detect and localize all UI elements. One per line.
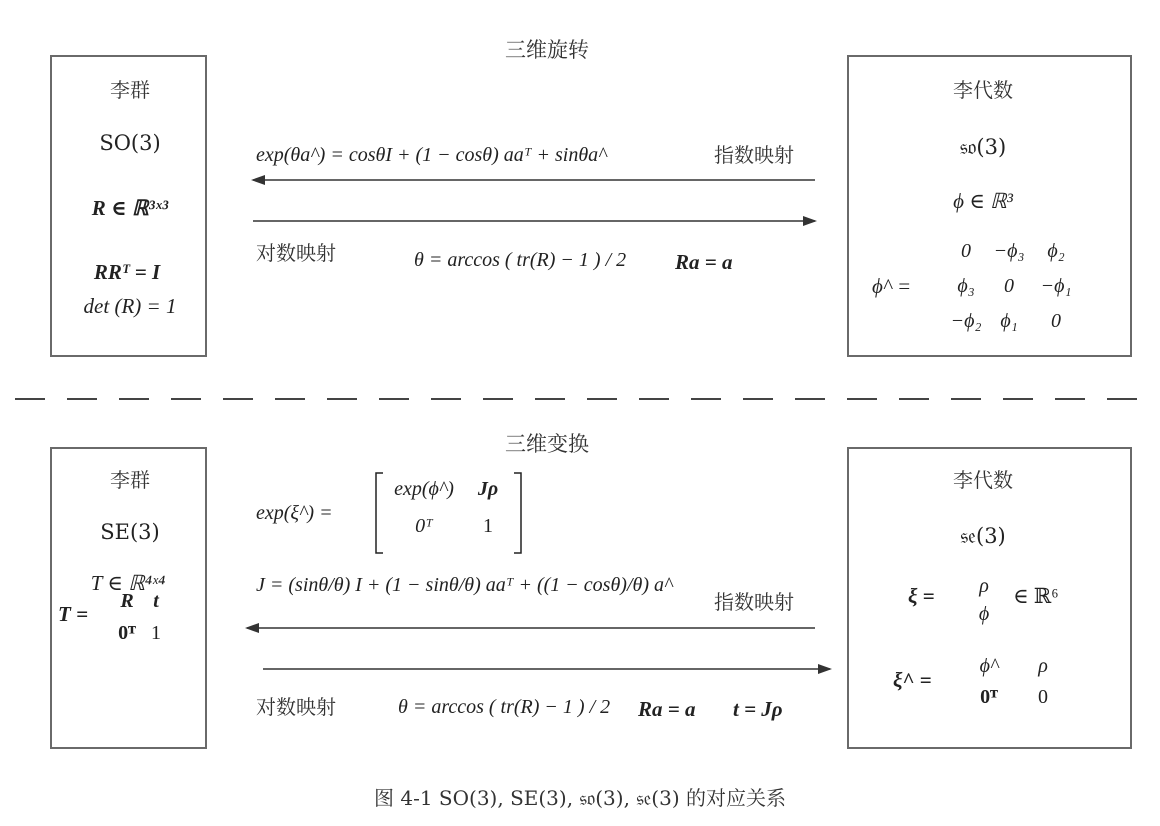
matrix-cell: 0ᵀ <box>118 622 136 644</box>
se3-name: SE(3) <box>100 520 160 544</box>
matrix-cell: 0ᵀ <box>415 515 433 537</box>
se3-jacobian: J = (sinθ/θ) I + (1 − sinθ/θ) aaᵀ + ((1 − cosθ)/θ) a^ <box>256 574 673 596</box>
matrix-cell: 0 <box>961 240 971 262</box>
matrix-cell: ϕ₁ <box>1000 310 1018 332</box>
transform-log-label: 对数映射 <box>256 695 336 719</box>
se3-matrix-lhs: T = <box>58 602 89 626</box>
rotation-axis-formula: Ra = a <box>675 250 733 274</box>
so3-orthogonality: RRᵀ = I <box>93 260 161 284</box>
matrix-cell: R <box>120 590 134 612</box>
matrix-cell: −ϕ₂ <box>950 310 982 332</box>
transform-log-formula: θ = arccos ( tr(R) − 1 ) / 2 <box>398 696 611 718</box>
rotation-exp-formula: exp(θa^) = cosθI + (1 − cosθ) aaᵀ + sinθa^ <box>256 144 607 166</box>
matrix-cell: 1 <box>483 515 493 537</box>
rotation-log-formula: θ = arccos ( tr(R) − 1 ) / 2 <box>414 249 627 271</box>
vector-cell: ϕ <box>978 603 990 625</box>
se3-matrix <box>112 590 170 645</box>
se3-membership: T ∈ ℝ⁴ˣ⁴ <box>90 571 166 595</box>
so3-membership: R ∈ ℝ³ˣ³ <box>91 196 169 220</box>
matrix-cell: ρ <box>1038 655 1048 677</box>
transform-translation-formula: t = Jρ <box>733 697 783 721</box>
se3-exp-matrix <box>385 478 513 538</box>
figure-caption: 图 4-1 SO(3), SE(3), 𝔰𝔬(3), 𝔰𝔢(3) 的对应关系 <box>374 786 786 810</box>
matrix-cell: 0ᵀ <box>980 686 998 708</box>
so3-determinant: det (R) = 1 <box>83 294 177 318</box>
lie-group-label: 李群 <box>110 78 150 102</box>
matrix-cell: ϕ^ <box>979 655 999 677</box>
lie-group-label: 李群 <box>110 468 150 492</box>
rotation-exp-label: 指数映射 <box>714 143 794 167</box>
lie-algebra-label: 李代数 <box>953 78 1013 102</box>
transform-exp-label: 指数映射 <box>714 590 794 614</box>
se3-hat-matrix <box>962 655 1070 709</box>
so3-name: SO(3) <box>99 131 161 155</box>
transform-title: 三维变换 <box>505 432 589 456</box>
so3-hat-lhs: ϕ^ = <box>872 274 912 298</box>
se3-membership-lhs: ξ = <box>908 584 935 608</box>
so3-hat-matrix <box>948 240 1078 333</box>
matrix-cell: −ϕ₃ <box>993 240 1025 262</box>
se3-algebra-name: 𝔰𝔢(3) <box>960 524 1006 548</box>
se3-hat-lhs: ξ^ = <box>893 668 932 692</box>
matrix-cell: t <box>153 590 159 612</box>
se3-membership-rhs: ∈ ℝ⁶ <box>1013 584 1059 608</box>
matrix-cell: Jρ <box>477 478 499 500</box>
matrix-cell: 0 <box>1038 686 1048 708</box>
rotation-log-label: 对数映射 <box>256 241 336 265</box>
rotation-title: 三维旋转 <box>505 38 589 62</box>
matrix-cell: exp(ϕ^) <box>394 478 454 500</box>
matrix-cell: 0 <box>1051 310 1061 332</box>
se3-exp-lhs: exp(ξ^) = <box>256 502 333 524</box>
bracket-left <box>376 473 383 553</box>
se3-vector <box>968 572 1000 628</box>
matrix-cell: 1 <box>151 622 161 644</box>
transform-axis-formula: Ra = a <box>638 697 696 721</box>
matrix-cell: ϕ₂ <box>1047 240 1065 262</box>
so3-algebra-membership: ϕ ∈ ℝ³ <box>953 189 1013 213</box>
so3-algebra-name: 𝔰𝔬(3) <box>959 135 1007 159</box>
matrix-cell: 0 <box>1004 275 1014 297</box>
bracket-right <box>514 473 521 553</box>
matrix-cell: −ϕ₁ <box>1040 275 1072 297</box>
lie-algebra-label: 李代数 <box>953 468 1013 492</box>
vector-cell: ρ <box>979 575 989 597</box>
matrix-cell: ϕ₃ <box>957 275 975 297</box>
